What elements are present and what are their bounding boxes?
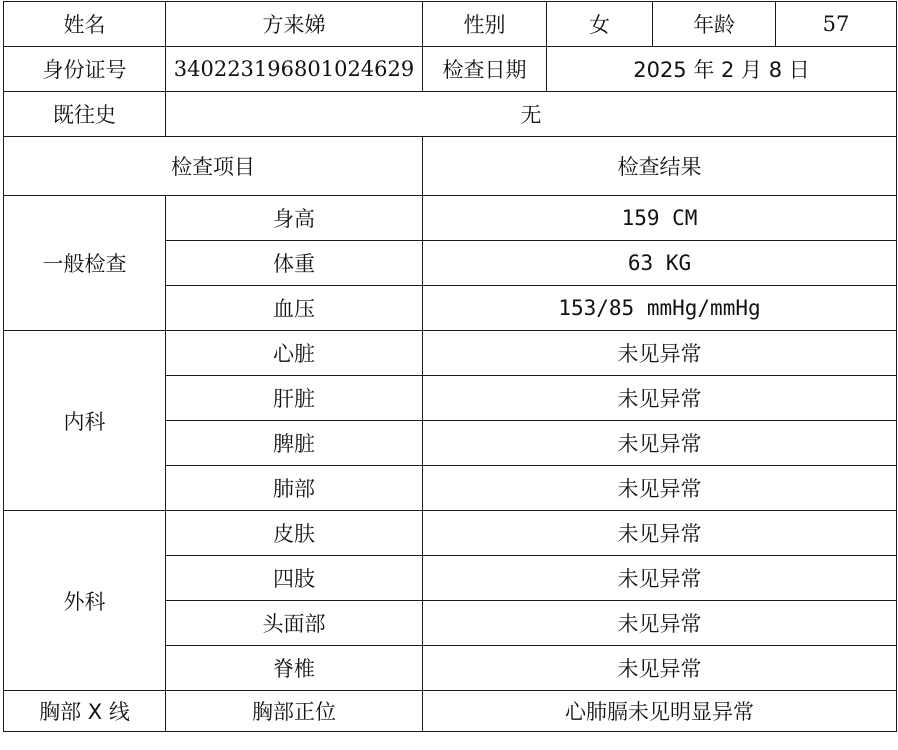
category-surgery: 外科	[4, 511, 166, 691]
id-label: 身份证号	[4, 47, 166, 92]
exam-result: 153/85 mmHg/mmHg	[423, 286, 897, 331]
exam-item: 脾脏	[166, 421, 423, 466]
gender-label: 性别	[423, 2, 547, 47]
exam-item: 肝脏	[166, 376, 423, 421]
info-row-basic	[4, 2, 897, 47]
age-label: 年龄	[653, 2, 776, 47]
exam-result-header: 检查结果	[423, 137, 897, 196]
exam-item: 四肢	[166, 556, 423, 601]
info-row-history	[4, 92, 897, 137]
name-value: 方来娣	[166, 2, 423, 47]
exam-result: 未见异常	[423, 331, 897, 376]
age-value: 57	[776, 2, 897, 47]
date-label: 检查日期	[423, 47, 547, 92]
exam-result: 未见异常	[423, 556, 897, 601]
exam-item: 胸部正位	[166, 691, 423, 732]
table-row	[4, 331, 897, 376]
table-row	[4, 691, 897, 732]
exam-result: 63 KG	[423, 241, 897, 286]
exam-item: 身高	[166, 196, 423, 241]
category-general: 一般检查	[4, 196, 166, 331]
exam-result: 未见异常	[423, 601, 897, 646]
date-value: 2025 年 2 月 8 日	[547, 47, 897, 92]
exam-result: 未见异常	[423, 646, 897, 691]
exam-item: 皮肤	[166, 511, 423, 556]
history-value: 无	[166, 92, 897, 137]
exam-result: 未见异常	[423, 466, 897, 511]
exam-item: 肺部	[166, 466, 423, 511]
history-label: 既往史	[4, 92, 166, 137]
exam-item: 脊椎	[166, 646, 423, 691]
exam-result: 未见异常	[423, 511, 897, 556]
table-row	[4, 196, 897, 241]
exam-result: 未见异常	[423, 376, 897, 421]
exam-report-table	[3, 1, 897, 732]
exam-item: 血压	[166, 286, 423, 331]
exam-result: 心肺膈未见明显异常	[423, 691, 897, 732]
exam-result: 未见异常	[423, 421, 897, 466]
exam-item: 体重	[166, 241, 423, 286]
name-label: 姓名	[4, 2, 166, 47]
category-internal: 内科	[4, 331, 166, 511]
category-chest-xray: 胸部 X 线	[4, 691, 166, 732]
id-value: 340223196801024629	[166, 47, 423, 92]
exam-item-header: 检查项目	[4, 137, 423, 196]
exam-result: 159 CM	[423, 196, 897, 241]
info-row-id	[4, 47, 897, 92]
table-row	[4, 511, 897, 556]
results-header-row	[4, 137, 897, 196]
exam-item: 头面部	[166, 601, 423, 646]
exam-item: 心脏	[166, 331, 423, 376]
gender-value: 女	[547, 2, 653, 47]
